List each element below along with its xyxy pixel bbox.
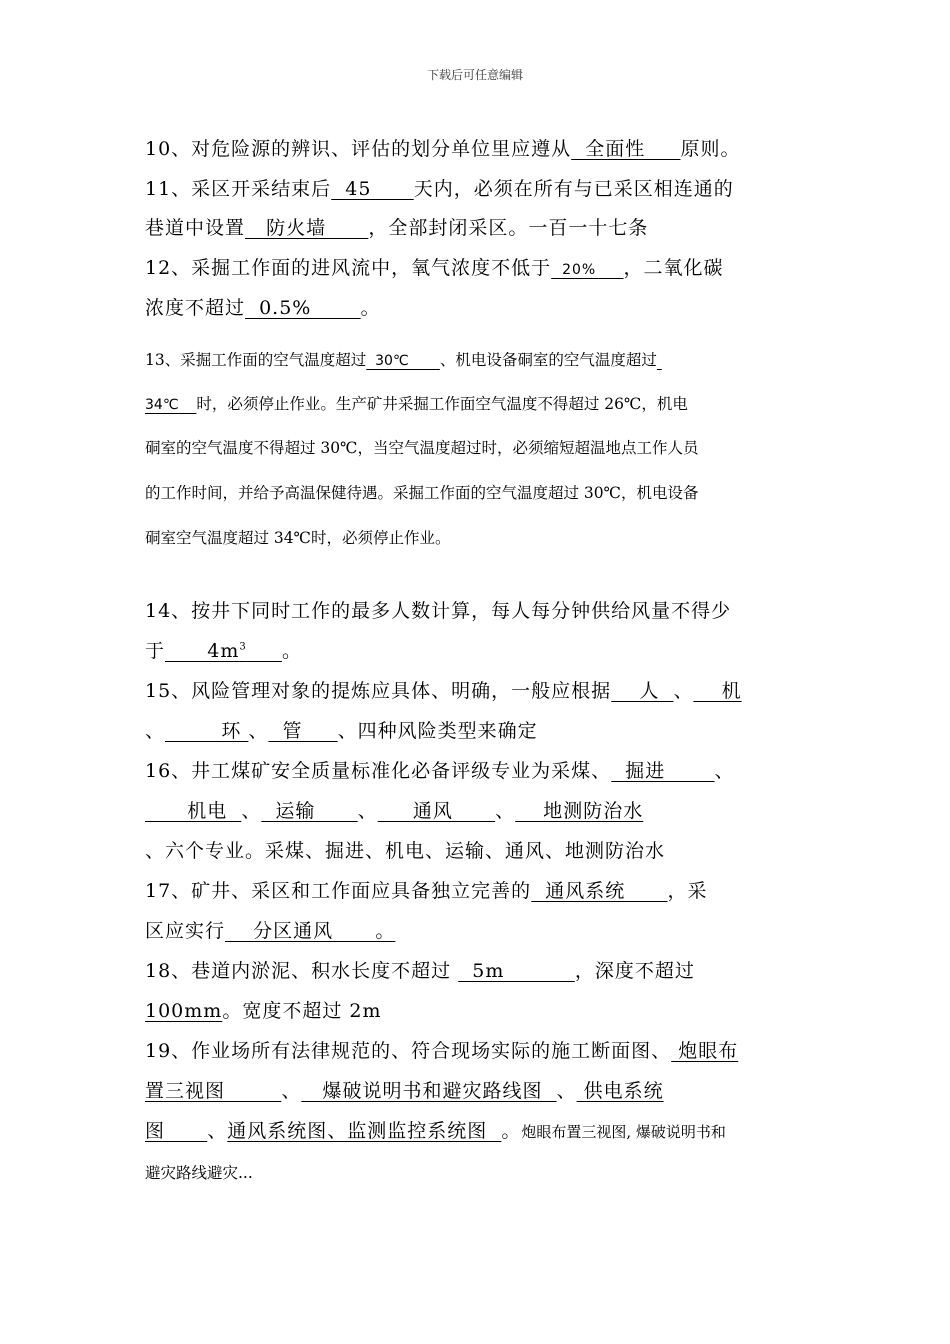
q13-text-3: 时，必须停止作业。生产矿井采掘工作面空气温度不得超过 26℃，机电 bbox=[196, 395, 688, 413]
q16-line-2: 机电 、 运输 、 通风 、 地测防治水 bbox=[145, 800, 644, 822]
q17-line-1: 17、矿井、采区和工作面应具备独立完善的 通风系统 ，采 bbox=[145, 880, 708, 902]
q19-line-2: 置三视图 、 爆破说明书和避灾路线图 、 供电系统 bbox=[145, 1080, 664, 1102]
q13-line-4: 的工作时间，并给予高温保健待遇。采掘工作面的空气温度超过 30℃，机电设备 bbox=[145, 484, 699, 502]
q13-answer-1: 30℃ bbox=[366, 353, 440, 369]
q13-text: 13、采掘工作面的空气温度超过 bbox=[145, 351, 367, 369]
q14-answer: $4m^3$ bbox=[165, 640, 247, 662]
q15-answer-2: 机 bbox=[693, 680, 742, 702]
q18-line-2: 100mm。宽度不超过 2m bbox=[145, 1000, 382, 1022]
q15-text: 15、风险管理对象的提炼应具体、明确，一般应根据 bbox=[145, 680, 612, 702]
q12-text: 12、采掘工作面的进风流中，氧气浓度不低于 bbox=[145, 257, 552, 279]
q13-text-2: 、机电设备硐室的空气温度超过 bbox=[439, 351, 657, 369]
q12-line-2 bbox=[145, 296, 381, 320]
q11-answer-1: 45 bbox=[331, 178, 414, 200]
q13-line-3: 硐室的空气温度不得超过 30℃，当空气温度超过时，必须缩短超温地点工作人员 bbox=[145, 439, 699, 457]
q15-answer-4: 管 bbox=[268, 720, 338, 742]
q17-answer-1: 通风系统 bbox=[531, 880, 668, 902]
q16-answer-2: 机电 bbox=[145, 800, 242, 822]
q15-text-end: 、四种风险类型来确定 bbox=[337, 720, 538, 742]
q19-answer-4: 通风系统图、监测监控系统图 bbox=[227, 1120, 502, 1142]
q18-answer-2: 100mm bbox=[145, 1000, 223, 1022]
q12-line-1 bbox=[145, 256, 723, 282]
q19-text: 19、作业场所有法律规范的、符合现场实际的施工断面图、 bbox=[145, 1040, 672, 1062]
q19-line-3: 图 、通风系统图、监测监控系统图 。炮眼布置三视图, 爆破说明书和 bbox=[145, 1120, 726, 1142]
q15-line-1: 15、风险管理对象的提炼应具体、明确，一般应根据 人 、 机 bbox=[145, 680, 742, 702]
q19-answer-3-cont: 图 bbox=[145, 1120, 208, 1142]
q14-text: 于 bbox=[145, 640, 166, 662]
q11-answer-2: 防火墙 bbox=[245, 217, 369, 239]
q15-line-2: 、 环 、 管 、四种风险类型来确定 bbox=[145, 720, 538, 742]
q19-note: 炮眼布置三视图, 爆破说明书和 bbox=[521, 1123, 726, 1141]
q11-text: 11、采区开采结束后 bbox=[145, 178, 332, 200]
q19-line-1 bbox=[145, 1039, 738, 1063]
q10-answer: 全面性 bbox=[571, 138, 681, 160]
q18-text: 18、巷道内淤泥、积水长度不超过 bbox=[145, 960, 459, 982]
q16-answer-5: 地测防治水 bbox=[515, 800, 644, 822]
q16-line-3: 、六个专业。采煤、掘进、机电、运输、通风、地测防治水 bbox=[145, 840, 666, 862]
q18-answer-1: 5m bbox=[458, 960, 575, 982]
q16-answer-4: 通风 bbox=[377, 800, 496, 822]
q14-line-1: 14、按井下同时工作的最多人数计算，每人每分钟供给风量不得少 bbox=[145, 600, 732, 622]
q11-line-1 bbox=[145, 177, 734, 201]
q12-text-2: ，二氧化碳 bbox=[623, 257, 724, 279]
q16-line-1: 16、井工煤矿安全质量标准化必备评级专业为采煤、 掘进 、 bbox=[145, 760, 735, 782]
q18-line-1: 18、巷道内淤泥、积水长度不超过 5m ，深度不超过 bbox=[145, 960, 695, 982]
q15-answer-1: 人 bbox=[611, 680, 674, 702]
q19-answer-1: 炮眼布 bbox=[671, 1040, 739, 1062]
q16-text: 16、井工煤矿安全质量标准化必备评级专业为采煤、 bbox=[145, 760, 612, 782]
q15-answer-3: 环 bbox=[165, 720, 249, 742]
q10-text-end: 原则。 bbox=[680, 138, 741, 160]
q12-answer-1: 20% bbox=[551, 262, 624, 278]
q19-answer-2: 爆破说明书和避灾路线图 bbox=[301, 1080, 557, 1102]
q13-line-1 bbox=[145, 349, 662, 372]
q12-text-3: 浓度不超过 bbox=[145, 297, 246, 319]
q10-line bbox=[145, 137, 740, 161]
q11-line-2 bbox=[145, 216, 648, 240]
q17-text: 17、矿井、采区和工作面应具备独立完善的 bbox=[145, 880, 532, 902]
q13-line-2 bbox=[145, 393, 688, 416]
q19-line-4: 避灾路线避灾... bbox=[145, 1164, 253, 1182]
q19-answer-1-cont: 置三视图 bbox=[145, 1080, 282, 1102]
q11-text-2: 天内，必须在所有与已采区相连通的 bbox=[413, 178, 734, 200]
q17-line-2 bbox=[145, 919, 395, 943]
q12-answer-2: 0.5% bbox=[245, 297, 361, 319]
q14-line-2 bbox=[145, 639, 302, 663]
q17-answer-2: 分区通风 。 bbox=[225, 920, 396, 942]
q13-line-5: 硐室空气温度超过 34℃时，必须停止作业。 bbox=[145, 529, 451, 547]
q16-answer-3: 运输 bbox=[261, 800, 358, 822]
q11-text-4: ，全部封闭采区。一百一十七条 bbox=[368, 217, 649, 239]
q16-answer-1: 掘进 bbox=[611, 760, 715, 782]
q17-text-2: 区应实行 bbox=[145, 920, 226, 942]
q19-answer-3: 供电系统 bbox=[576, 1080, 664, 1102]
q13-answer-underline-tail bbox=[657, 351, 662, 369]
page-header: 下载后可任意编辑 bbox=[426, 68, 523, 82]
q12-text-4: 。 bbox=[360, 297, 381, 319]
q14-text-end: 。 bbox=[281, 640, 302, 662]
q13-answer-2: 34℃ bbox=[145, 397, 197, 413]
q10-text: 10、对危险源的辨识、评估的划分单位里应遵从 bbox=[145, 138, 572, 160]
q11-text-3: 巷道中设置 bbox=[145, 217, 246, 239]
